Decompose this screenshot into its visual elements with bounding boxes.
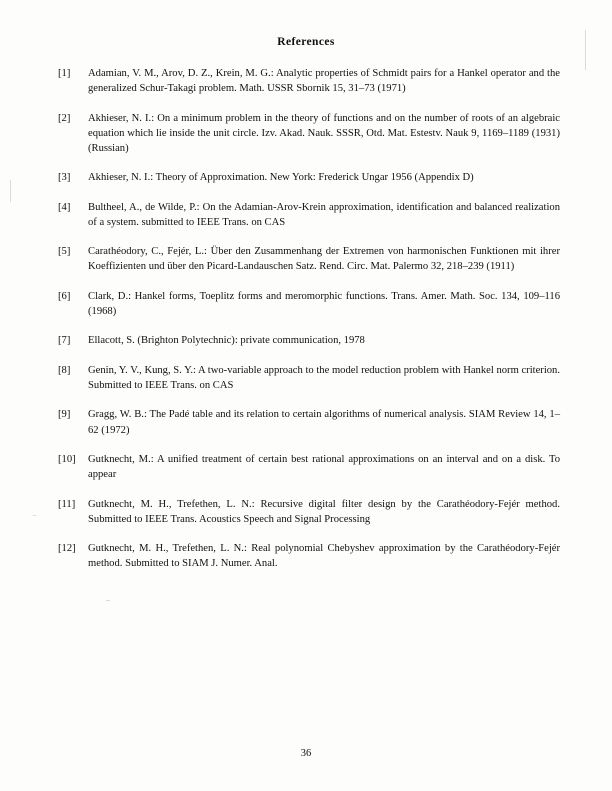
reference-text: Gutknecht, M. H., Trefethen, L. N.: Real polynomial Chebyshev approximation by the Carathéodory-Fejér method. Submitted to SIAM J. Numer. Anal. <box>88 543 560 570</box>
list-item <box>58 407 562 437</box>
list-item <box>58 244 562 274</box>
scan-artifact-left <box>10 180 11 202</box>
reference-number: [3] <box>58 172 71 184</box>
reference-text: Genin, Y. V., Kung, S. Y.: A two-variable approach to the model reduction problem with Hankel norm criterion. Submitted to IEEE Trans. on CAS <box>88 364 560 391</box>
reference-number: [2] <box>58 112 71 124</box>
list-item <box>58 289 562 319</box>
reference-text: Gutknecht, M.: A unified treatment of certain best rational approximations on an interval and on a disk. To appear <box>88 454 560 481</box>
reference-text: Akhieser, N. I.: On a minimum problem in the theory of functions and on the number of roots of an algebraic equation which lie inside the unit circle. Izv. Akad. Nauk. SSSR, Otd. Mat. Estestv. Nauk 9, 1169–1189 (1931) (Russian) <box>88 112 560 154</box>
list-item <box>58 111 562 156</box>
reference-text: Adamian, V. M., Arov, D. Z., Krein, M. G.: Analytic properties of Schmidt pairs for a Hankel operator and the generalized Schur-Takagi problem. Math. USSR Sbornik 15, 31–73 (1971) <box>88 68 560 95</box>
page-title: References <box>277 36 335 48</box>
reference-number: [9] <box>58 409 71 421</box>
scan-artifact-right <box>585 30 586 70</box>
reference-text: Gutknecht, M. H., Trefethen, L. N.: Recursive digital filter design by the Carathéodory-Fejér method. Submitted to IEEE Trans. Acoustics Speech and Signal Processing <box>88 498 560 525</box>
reference-number: [8] <box>58 364 71 376</box>
reference-text: Gragg, W. B.: The Padé table and its relation to certain algorithms of numerical analysis. SIAM Review 14, 1–62 (1972) <box>88 409 560 436</box>
list-item <box>58 170 562 185</box>
reference-text: Bultheel, A., de Wilde, P.: On the Adamian-Arov-Krein approximation, identification and balanced realization of a system. submitted to IEEE Trans. on CAS <box>88 201 560 228</box>
reference-text: Akhieser, N. I.: Theory of Approximation. New York: Frederick Ungar 1956 (Appendix D) <box>88 172 474 184</box>
list-item <box>58 452 562 482</box>
list-item <box>58 333 562 348</box>
reference-number: [11] <box>58 498 76 510</box>
reference-number: [5] <box>58 246 71 258</box>
reference-number: [7] <box>58 335 71 347</box>
list-item <box>58 200 562 230</box>
scan-artifact-mid-left <box>33 515 36 516</box>
reference-text: Carathéodory, C., Fejér, L.: Über den Zusammenhang der Extremen von harmonischen Funktionen mit ihrer Koeffizienten und über den Picard-Landauschen Satz. Rend. Circ. Mat. Palermo 32, 218–239 (1911) <box>88 246 560 273</box>
page-number: 36 <box>300 748 312 759</box>
reference-number: [1] <box>58 68 71 79</box>
list-item <box>58 363 562 393</box>
scan-artifact-lower-left <box>106 600 110 601</box>
reference-number: [4] <box>58 201 71 213</box>
reference-number: [6] <box>58 290 71 302</box>
reference-list <box>58 66 562 586</box>
list-item <box>58 497 562 527</box>
reference-text: Ellacott, S. (Brighton Polytechnic): private communication, 1978 <box>88 335 365 347</box>
reference-number: [12] <box>58 543 76 555</box>
list-item <box>58 66 562 96</box>
reference-text: Clark, D.: Hankel forms, Toeplitz forms and meromorphic functions. Trans. Amer. Math. Soc. 134, 109–116 (1968) <box>88 290 560 317</box>
reference-number: [10] <box>58 454 76 466</box>
list-item <box>58 541 562 571</box>
